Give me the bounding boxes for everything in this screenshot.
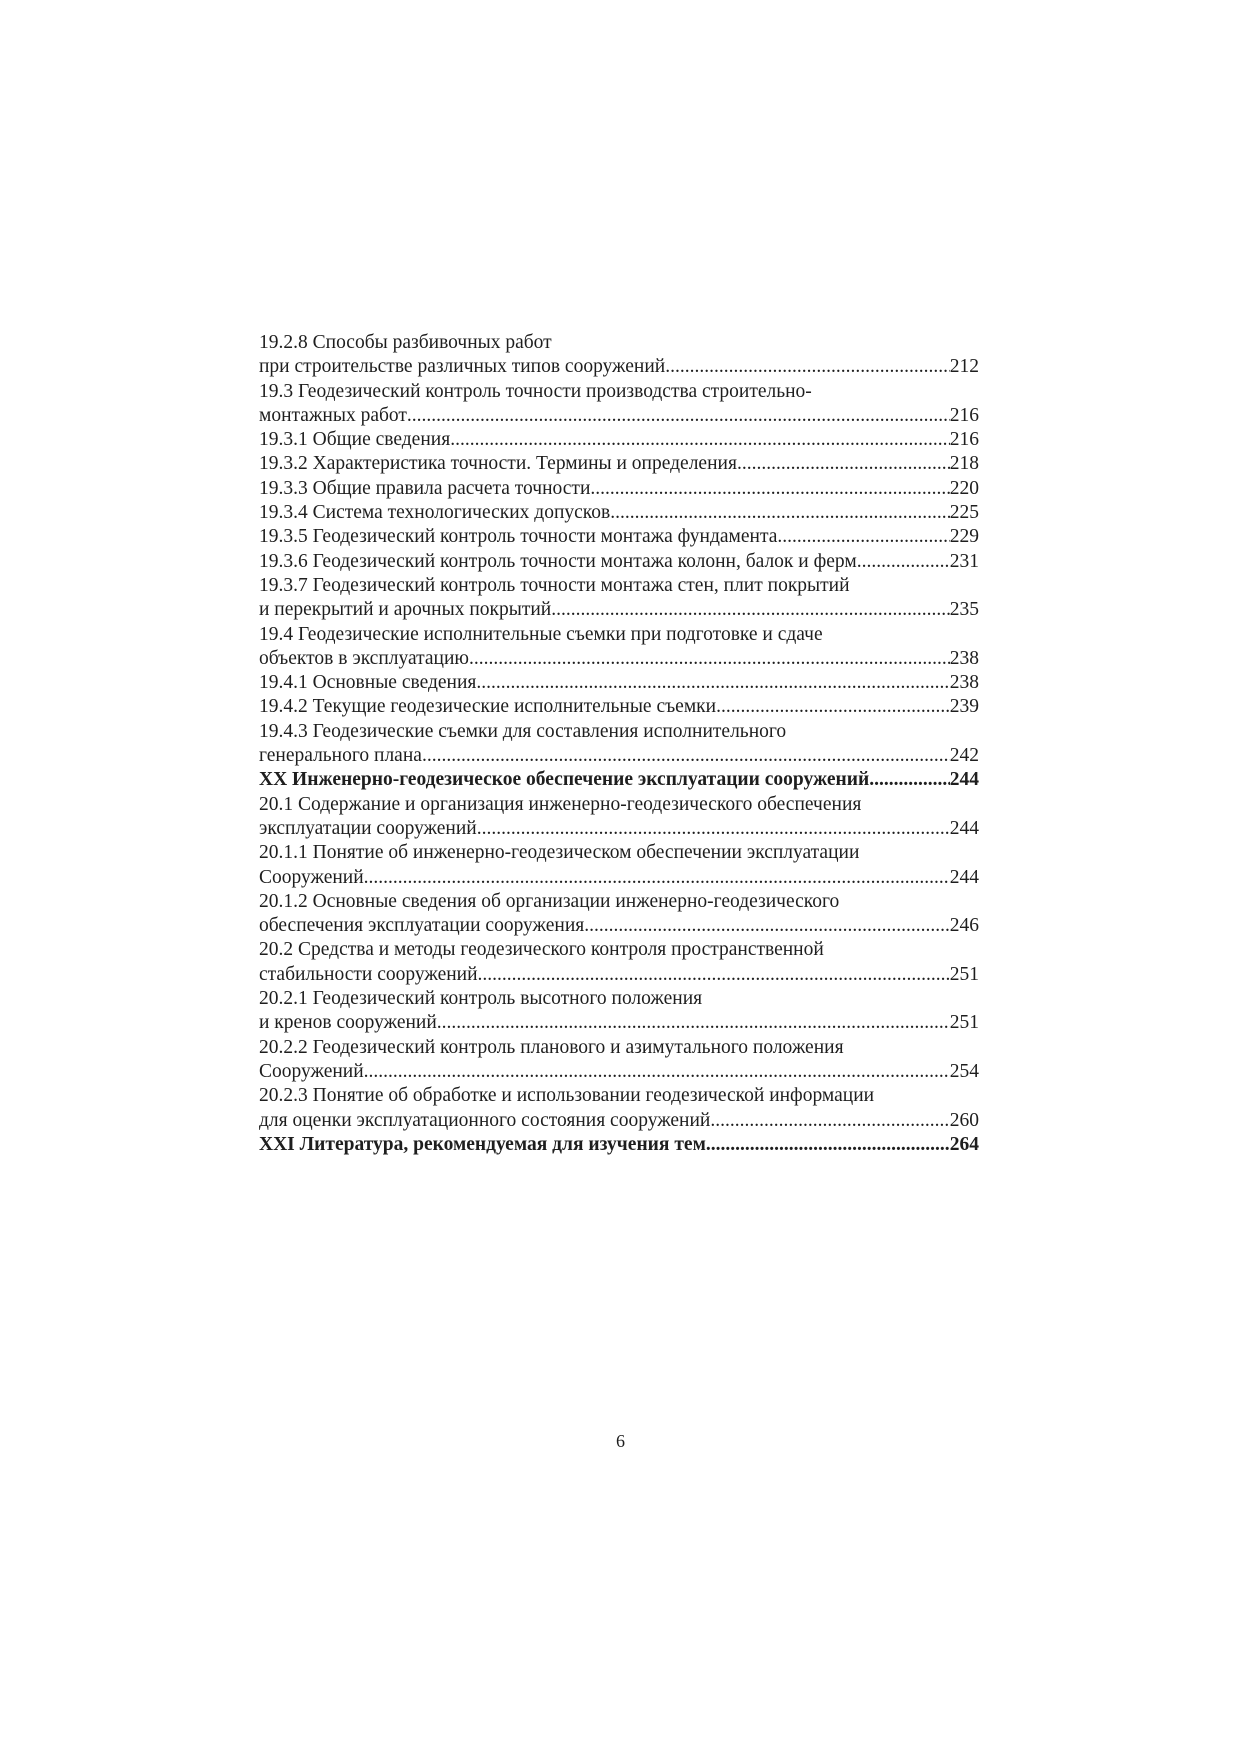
toc-entry — [259, 768, 979, 792]
toc-entry — [259, 987, 979, 1036]
toc-entry-title: Сооружений — [259, 866, 364, 888]
toc-entry-page: 239 — [949, 696, 979, 718]
toc-entry-title: 19.4.2 Текущие геодезические исполнительные съемки — [259, 696, 717, 718]
toc-entry — [259, 525, 979, 549]
toc-entry-page: 216 — [949, 429, 979, 451]
toc-entry-title-line: 19.4 Геодезические исполнительные съемки при подготовке и сдаче — [259, 623, 823, 645]
toc-entry-page: 244 — [949, 817, 979, 839]
toc-entry-leader-line — [259, 768, 979, 792]
dot-leader — [551, 598, 950, 622]
toc-entry-title-line: 20.2 Средства и методы геодезического контроля пространственной — [259, 939, 824, 961]
toc-entry-leader-line — [259, 1109, 979, 1133]
toc-entry-page: 254 — [949, 1060, 979, 1082]
dot-leader — [584, 914, 949, 938]
toc-entry-leader-line — [259, 355, 979, 379]
toc-entry-page: 238 — [949, 672, 979, 694]
toc-entry-page: 229 — [949, 526, 979, 548]
toc-entry-leader-line — [259, 598, 979, 622]
toc-entry-title-line: 20.2.1 Геодезический контроль высотного положения — [259, 988, 703, 1010]
toc-entry-title: монтажных работ — [259, 404, 407, 426]
toc-entry-title: объектов в эксплуатацию — [259, 647, 469, 669]
dot-leader — [710, 1109, 949, 1133]
page-number: 6 — [616, 1431, 625, 1451]
toc-entry-title: XXI Литература, рекомендуемая для изучения тем — [259, 1133, 706, 1155]
toc-entry — [259, 720, 979, 769]
toc-entry — [259, 1133, 979, 1157]
toc-entry — [259, 623, 979, 672]
toc-entry-page: 260 — [949, 1109, 979, 1131]
toc-entry-leader-line — [259, 695, 979, 719]
toc-entry-leader-line — [259, 671, 979, 695]
toc-entry-title-line: 19.4.3 Геодезические съемки для составления исполнительного — [259, 720, 787, 742]
dot-leader — [407, 404, 950, 428]
toc-entry — [259, 1084, 979, 1133]
toc-entry-title: и перекрытий и арочных покрытий — [259, 599, 552, 621]
dot-leader — [777, 525, 949, 549]
toc-entry-page: 244 — [949, 769, 979, 791]
toc-entry-leader-line — [259, 647, 979, 671]
toc-entry-title: 19.3.4 Система технологических допусков — [259, 502, 611, 524]
dot-leader — [869, 768, 949, 792]
toc-entry-leader-line — [259, 550, 979, 574]
toc-entry-title: Сооружений — [259, 1060, 364, 1082]
toc-entry-leader-line — [259, 744, 979, 768]
dot-leader — [857, 550, 950, 574]
toc-entry-page: 264 — [949, 1133, 979, 1155]
toc-entry-title-line: 19.2.8 Способы разбивочных работ — [259, 332, 552, 353]
dot-leader — [610, 501, 950, 525]
dot-leader — [477, 817, 950, 841]
toc-entry-title: стабильности сооружений — [259, 963, 478, 985]
toc-entry-title: 19.3.6 Геодезический контроль точности монтажа колонн, балок и ферм — [259, 550, 857, 572]
dot-leader — [665, 355, 950, 379]
dot-leader — [590, 477, 949, 501]
toc-entry-title-line: 20.2.2 Геодезический контроль планового и азимутального положения — [259, 1036, 844, 1058]
toc-entry-title: 19.3.1 Общие сведения — [259, 429, 451, 451]
dot-leader — [469, 647, 950, 671]
toc-entry — [259, 501, 979, 525]
toc-entry-title: для оценки эксплуатационного состояния сооружений — [259, 1109, 711, 1131]
toc-entry-leader-line — [259, 452, 979, 476]
toc-entry-leader-line — [259, 525, 979, 549]
table-of-contents — [259, 331, 979, 1157]
toc-entry-page: 218 — [949, 453, 979, 475]
toc-entry-page: 251 — [949, 1012, 979, 1034]
toc-entry-title: обеспечения эксплуатации сооружения — [259, 915, 585, 937]
toc-entry-page: 216 — [949, 404, 979, 426]
dot-leader — [737, 452, 950, 476]
toc-entry-leader-line — [259, 914, 979, 938]
toc-entry-title-line: 20.1 Содержание и организация инженерно-геодезического обеспечения — [259, 793, 862, 815]
toc-entry-leader-line — [259, 501, 979, 525]
toc-entry — [259, 331, 979, 380]
toc-entry-title: 19.3.3 Общие правила расчета точности — [259, 477, 591, 499]
toc-entry — [259, 452, 979, 476]
dot-leader — [476, 671, 949, 695]
toc-entry — [259, 550, 979, 574]
toc-entry — [259, 428, 979, 452]
toc-entry-title: 19.3.2 Характеристика точности. Термины и определения — [259, 453, 737, 475]
dot-leader — [450, 428, 950, 452]
toc-entry — [259, 938, 979, 987]
toc-entry-page: 251 — [949, 963, 979, 985]
toc-entry-leader-line — [259, 817, 979, 841]
toc-entry-leader-line — [259, 1133, 979, 1157]
toc-entry-page: 212 — [949, 356, 979, 378]
toc-entry — [259, 671, 979, 695]
toc-entry — [259, 574, 979, 623]
toc-entry-leader-line — [259, 477, 979, 501]
dot-leader — [364, 866, 950, 890]
dot-leader — [478, 963, 950, 987]
toc-entry — [259, 890, 979, 939]
toc-entry-title-line: 20.1.2 Основные сведения об организации инженерно-геодезического — [259, 890, 840, 912]
toc-entry-title-line: 19.3.7 Геодезический контроль точности монтажа стен, плит покрытий — [259, 574, 850, 596]
toc-entry-title-line: 20.1.1 Понятие об инженерно-геодезическом обеспечении эксплуатации — [259, 842, 860, 864]
toc-entry-title: и кренов сооружений — [259, 1012, 437, 1034]
toc-entry — [259, 380, 979, 429]
toc-entry-page: 244 — [949, 866, 979, 888]
toc-entry — [259, 1036, 979, 1085]
toc-entry-page: 242 — [949, 745, 979, 767]
toc-entry-page: 220 — [949, 477, 979, 499]
toc-entry-page: 225 — [949, 502, 979, 524]
toc-entry-page: 235 — [949, 599, 979, 621]
toc-entry-leader-line — [259, 404, 979, 428]
toc-entry-title: XX Инженерно-геодезическое обеспечение эксплуатации сооружений — [259, 769, 870, 791]
toc-entry — [259, 841, 979, 890]
toc-entry-title: генерального плана — [259, 745, 422, 767]
toc-entry-page: 246 — [949, 915, 979, 937]
toc-entry-leader-line — [259, 428, 979, 452]
toc-entry — [259, 695, 979, 719]
toc-entry-title: при строительстве различных типов сооружений — [259, 356, 666, 378]
toc-entry-leader-line — [259, 963, 979, 987]
dot-leader — [437, 1011, 950, 1035]
dot-leader — [706, 1133, 950, 1157]
toc-entry — [259, 477, 979, 501]
toc-entry-title: 19.3.5 Геодезический контроль точности монтажа фундамента — [259, 526, 778, 548]
dot-leader — [422, 744, 950, 768]
toc-entry-leader-line — [259, 866, 979, 890]
toc-entry-title-line: 20.2.3 Понятие об обработке и использовании геодезической информации — [259, 1085, 875, 1107]
toc-entry-title: 19.4.1 Основные сведения — [259, 672, 477, 694]
dot-leader — [716, 695, 950, 719]
toc-entry-leader-line — [259, 1011, 979, 1035]
toc-entry-leader-line — [259, 1060, 979, 1084]
toc-entry-page: 238 — [949, 647, 979, 669]
toc-entry — [259, 793, 979, 842]
toc-entry-title-line: 19.3 Геодезический контроль точности производства строительно- — [259, 380, 812, 402]
toc-entry-page: 231 — [949, 550, 979, 572]
dot-leader — [364, 1060, 950, 1084]
toc-entry-title: эксплуатации сооружений — [259, 817, 477, 839]
